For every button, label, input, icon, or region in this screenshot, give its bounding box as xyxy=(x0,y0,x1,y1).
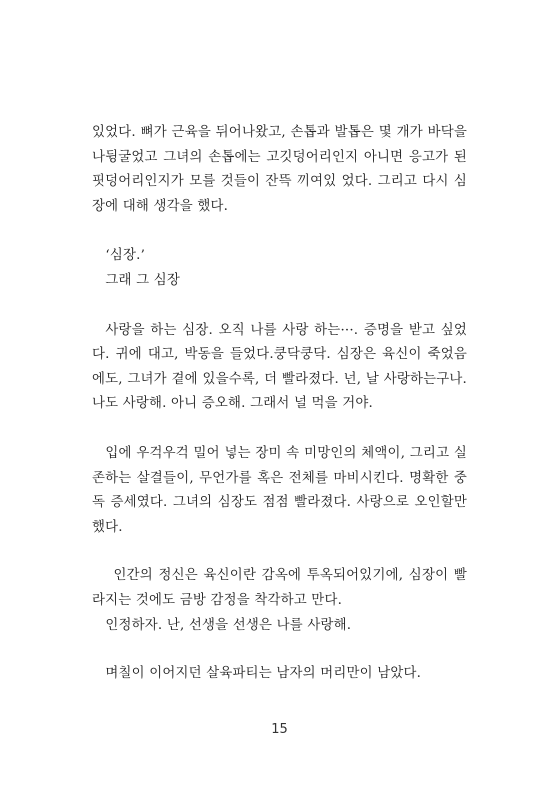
body-text xyxy=(92,121,467,687)
paragraph: 며칠이 이어지던 살육파티는 남자의 머리만이 남았다. xyxy=(105,666,422,682)
paragraph: 그래 그 심장 xyxy=(105,272,180,288)
paragraph: ‘심장.’ xyxy=(105,248,146,264)
paragraph: 있었다. 뼈가 근육을 뒤어나왔고, 손톱과 발톱은 몇 개가 바닥을 나뒹굴었고 그녀의 손톱에는 고깃덩어리인지 아니면 응고가 된 핏덩어리인지가 모를 것들이 잔뜩 끼여있 었다. 그리고 다시 심장에 대해 생각을 했다. xyxy=(92,125,467,214)
paragraph: 인간의 정신은 육신이란 감옥에 투옥되어있기에, 심장이 빨라지는 것에도 금방 감정을 착각하고 만다. xyxy=(92,568,467,608)
paragraph: 인정하자. 난, 선생을 선생은 나를 사랑해. xyxy=(105,617,352,633)
page-number: 15 xyxy=(271,722,288,737)
paragraph: 사랑을 하는 심장. 오직 나를 사랑 하는···. 증명을 받고 싶었다. 귀에 대고, 박동을 들었다.쿵닥쿵닥. 심장은 육신이 죽었음에도, 그녀가 곁에 있을수록, 더 빨라졌다. 넌, 날 사랑하는구나. 나도 사랑해. 아니 증오해. 그래서 널 먹을 거야. xyxy=(92,322,467,412)
paragraph: 입에 우걱우걱 밀어 넣는 장미 속 미망인의 체액이, 그리고 실존하는 살결들이, 무언가를 혹은 전체를 마비시킨다. 명확한 중독 증세였다. 그녀의 심장도 점점 빨라졌다. 사랑으로 오인할만했다. xyxy=(92,445,467,535)
